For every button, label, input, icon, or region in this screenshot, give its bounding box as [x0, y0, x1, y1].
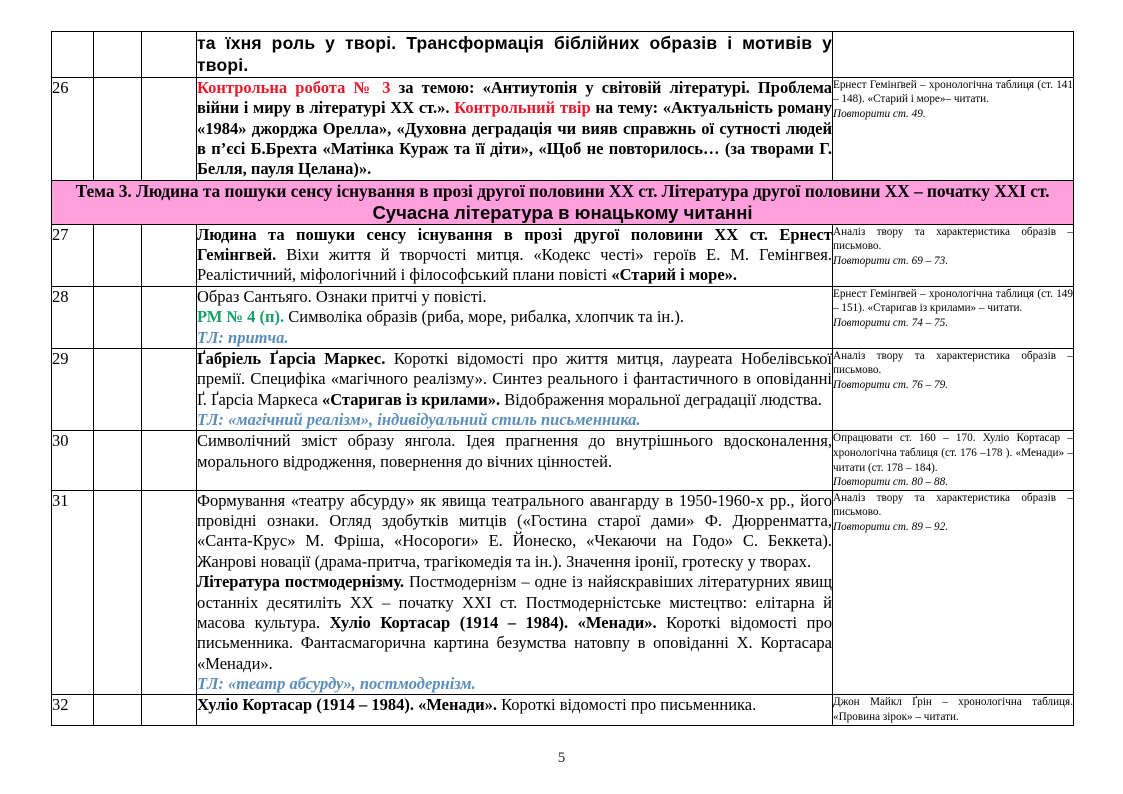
table-row	[52, 32, 1074, 78]
row-homework-cell	[833, 490, 1074, 695]
row-col2-cell	[94, 348, 142, 431]
content-paragraph	[197, 307, 832, 327]
content-paragraph	[197, 695, 832, 715]
row-col3-cell	[142, 695, 197, 725]
table-row	[52, 431, 1074, 490]
content-text: Людина та пошуки сенсу існування в прозі другої половини ХХ ст. Ернест Гемінгвей.	[197, 224, 832, 265]
content-text: на тему: «Актуальність роману «1984» джорджа Орелла», «Духовна деградація чи вияв справжнь ої сутності людей в п’єсі Б.Брехта «Матінка Кураж та її діти», «Щоб не повторилось… (за творами Г. Белля, пауля Целана)».	[197, 98, 832, 179]
control-essay-label: Контрольний твір	[454, 98, 591, 118]
homework-text: Ернест Гемінґвей – хронологічна таблиця (ст. 149 – 151). «Старигав із крилами» – читати.	[833, 287, 1073, 315]
homework-repeat: Повторити ст. 49.	[833, 107, 926, 120]
row-number-cell: 31	[52, 490, 94, 695]
row-content-cell	[197, 490, 833, 695]
table-body	[52, 32, 1074, 726]
row-col3-cell	[142, 490, 197, 695]
content-text: «Старигав із крилами».	[321, 389, 501, 409]
content-text: Короткі відомості про письменника.	[496, 695, 757, 715]
theme-title-serif: Тема 3. Людина та пошуки сенсу існування в прозі другої половини ХХ ст. Література другої половини ХХ – початку ХХI ст.	[75, 180, 1050, 201]
homework-repeat: Повторити ст. 80 – 88.	[833, 476, 948, 489]
row-homework-cell	[833, 431, 1074, 490]
table-row	[52, 490, 1074, 695]
content-paragraph: Образ Сантьяго. Ознаки притчі у повісті.	[197, 286, 487, 306]
tl-note: ТЛ: «магічний реалізм», індивідуальний стиль письменника.	[197, 410, 641, 430]
row-col2-cell	[94, 224, 142, 286]
content-text: Постмодернізм – одне із найяскравіших літературних явищ останніх десятиліть ХХ – початку ХХI ст. Постмодерністське мистецтво: елітарна й масова культура.	[197, 572, 832, 632]
row-homework-cell	[833, 77, 1074, 180]
row-col3-cell	[142, 32, 197, 78]
table-row	[52, 286, 1074, 348]
row-col3-cell	[142, 77, 197, 180]
homework-text: Опрацювати ст. 160 – 170. Хуліо Кортасар – хронологічна таблиця (ст. 176 –178 ). «Менади» – читати (ст. 178 – 184).	[833, 432, 1073, 474]
homework-text: Ернест Гемінґвей – хронологічна таблиця (ст. 141 – 148). «Старий і море»– читати.	[833, 78, 1073, 106]
content-text: Короткі відомості про письменника. Фантасмагорична картина безумства натовпу в оповіданні Х. Кортасара «Менади».	[197, 612, 832, 673]
row-col3-cell	[142, 348, 197, 431]
row-homework-cell	[833, 32, 1074, 78]
content-text: Хуліо Кортасар (1914 – 1984). «Менади».	[329, 612, 657, 632]
content-paragraph	[197, 78, 832, 180]
row-col3-cell	[142, 224, 197, 286]
row-number-cell: 26	[52, 77, 94, 180]
row-content-cell	[197, 286, 833, 348]
row-content-cell	[197, 32, 833, 78]
row-content-cell	[197, 224, 833, 286]
table-row	[52, 695, 1074, 725]
row-content-cell	[197, 695, 833, 725]
content-paragraph: Символічний зміст образу янгола. Ідея прагнення до внутрішнього вдосконалення, морального відродження, повернення до вічних цінностей.	[197, 431, 832, 471]
row-number-cell: 29	[52, 348, 94, 431]
content-text: Ґабріель Ґарсіа Маркес.	[197, 348, 386, 368]
content-paragraph	[197, 349, 832, 410]
content-text: Література постмодернізму.	[197, 572, 405, 592]
tl-note: ТЛ: «театр абсурду», постмодернізм.	[197, 674, 476, 694]
content-paragraph	[197, 225, 832, 286]
row-col2-cell	[94, 286, 142, 348]
row-col2-cell	[94, 695, 142, 725]
lesson-plan-table	[51, 31, 1074, 726]
homework-repeat: Повторити ст. 89 – 92.	[833, 520, 948, 533]
content-text: «Старий і море».	[611, 265, 738, 285]
rm-label: РМ № 4 (п).	[197, 307, 285, 327]
content-text: Відображення моральної деградації людства.	[500, 389, 822, 409]
row-homework-cell	[833, 286, 1074, 348]
content-text: та їхня роль у творі. Трансформація біблійних образів і мотивів у творі.	[197, 33, 832, 76]
content-text: Віхи життя й творчості митця. «Кодекс честі» героїв Е. М. Гемінгвея. Реалістичний, міфологічний і філософський плани повісті	[197, 245, 832, 285]
content-text: Короткі відомості про життя митця, лауреата Нобелівської премії. Специфіка «магічного реалізму». Синтез реального і фантастичного в оповіданні Ґ. Ґарсіа Маркеса	[197, 348, 832, 409]
row-content-cell	[197, 348, 833, 431]
table-row	[52, 348, 1074, 431]
content-text: за темою: «Антиутопія у світовій літературі. Проблема війни і миру в літературі ХХ ст.».	[197, 77, 832, 118]
row-homework-cell	[833, 224, 1074, 286]
theme-title-sans: Сучасна література в юнацькому читанні	[372, 201, 753, 223]
row-col2-cell	[94, 431, 142, 490]
control-work-label: Контрольна робота № 3	[197, 77, 391, 97]
row-number-cell: 30	[52, 431, 94, 490]
tl-note: ТЛ: притча.	[197, 327, 289, 347]
row-col2-cell	[94, 32, 142, 78]
homework-repeat: Повторити ст. 74 – 75.	[833, 316, 948, 329]
row-number-cell: 32	[52, 695, 94, 725]
row-number-cell: 27	[52, 224, 94, 286]
theme-banner-cell	[52, 180, 1074, 224]
homework-text: Джон Майкл Ґрін – хронологічна таблиця. «Провина зірок» – читати.	[833, 696, 1073, 723]
row-col3-cell	[142, 431, 197, 490]
homework-text: Аналіз твору та характеристика образів – письмово.	[833, 491, 1073, 519]
row-content-cell	[197, 77, 833, 180]
row-number-cell: 28	[52, 286, 94, 348]
homework-repeat: Повторити ст. 69 – 73.	[833, 254, 948, 267]
content-paragraph: Формування «театру абсурду» як явища театрального авангарду в 1950-1960-х рр., його провідні ознаки. Огляд здобутків митців («Гостина старої дами» Ф. Дюрренматта, «Санта-Крус» М. Фріша, «Носороги» Е. Йонеско, «Чекаючи на Годо» С. Беккета). Жанрові новації (драма-притча, трагікомедія та ін.). Значення іронії, гротеску у творах.	[197, 490, 832, 571]
row-content-cell	[197, 431, 833, 490]
theme-banner-row	[52, 180, 1074, 224]
homework-text: Аналіз твору та характеристика образів – письмово.	[833, 225, 1073, 253]
table-row	[52, 77, 1074, 180]
row-col2-cell	[94, 490, 142, 695]
table-row	[52, 224, 1074, 286]
content-paragraph	[197, 572, 832, 674]
homework-text: Аналіз твору та характеристика образів – письмово.	[833, 349, 1073, 377]
row-col3-cell	[142, 286, 197, 348]
row-number-cell	[52, 32, 94, 78]
homework-repeat: Повторити ст. 76 – 79.	[833, 379, 948, 392]
content-text: Символіка образів (риба, море, рибалка, хлопчик та ін.).	[284, 307, 684, 327]
row-col2-cell	[94, 77, 142, 180]
content-text: Хуліо Кортасар (1914 – 1984). «Менади».	[197, 695, 497, 715]
row-homework-cell	[833, 348, 1074, 431]
row-homework-cell	[833, 695, 1074, 725]
page-number: 5	[557, 750, 566, 766]
